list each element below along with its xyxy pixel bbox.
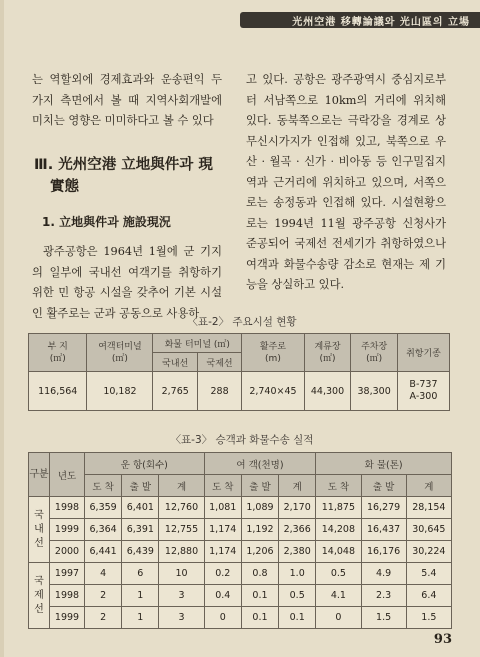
cell-flights-departure: 6,401 <box>122 497 159 519</box>
header-cargo-total: 계 <box>406 475 451 497</box>
group-label-text: 국내선 <box>34 509 44 549</box>
header-flights-total: 계 <box>159 475 204 497</box>
cell-flights-arrival: 4 <box>85 563 122 585</box>
cell-passengers-total: 2,366 <box>279 519 316 541</box>
header-cargo-arrival: 도 착 <box>316 475 361 497</box>
header-passengers-arrival: 도 착 <box>204 475 241 497</box>
table-row <box>29 563 452 585</box>
cell-flights-total: 12,760 <box>159 497 204 519</box>
cell-flights-departure: 6,439 <box>122 541 159 563</box>
cell-passengers-departure: 1,206 <box>241 541 278 563</box>
cell-year: 1998 <box>50 497 85 519</box>
cell-cargo-total: 6.4 <box>406 585 451 607</box>
cell-cargo-departure: 16,437 <box>361 519 406 541</box>
left-paragraph-1: 는 역할외에 경제효과와 운송편익 두 가지 측면에서 볼 때 지역사회개발에 미치는 영향은 미미하다고 볼 수 있다 <box>32 73 222 127</box>
running-header-text: 光州空港 移轉論議와 光山區의 立場 <box>292 17 470 28</box>
header-cargo-domestic: 국내선 <box>153 353 198 372</box>
header-runway <box>242 334 305 372</box>
header-cargo-intl: 국제선 <box>197 353 241 372</box>
cell-cargo-total: 30,224 <box>406 541 451 563</box>
header-category: 구분 <box>29 453 50 497</box>
header-year: 년도 <box>50 453 85 497</box>
cell-cargo-arrival: 11,875 <box>316 497 361 519</box>
page-number: 93 <box>433 632 452 647</box>
header-parking <box>351 334 398 372</box>
cell-year: 1997 <box>50 563 85 585</box>
facilities-table <box>28 333 450 411</box>
header-passengers-total: 계 <box>279 475 316 497</box>
cell-cargo-total: 1.5 <box>406 607 451 629</box>
cell-passengers-departure: 1,192 <box>241 519 278 541</box>
cell-flights-departure: 1 <box>122 585 159 607</box>
cell-passengers-departure: 1,089 <box>241 497 278 519</box>
header-runway-unit: (m) <box>265 353 281 364</box>
cell-cargo-arrival: 14,048 <box>316 541 361 563</box>
cell-cargo-arrival: 14,208 <box>316 519 361 541</box>
header-cargo: 화물 터미널 (㎡) <box>153 334 242 353</box>
running-header <box>240 12 480 28</box>
group-label <box>29 497 50 563</box>
header-terminal-unit: (㎡) <box>111 353 128 364</box>
header-flights-departure: 출 발 <box>122 475 159 497</box>
table-row <box>29 585 452 607</box>
header-flights: 운 항(회수) <box>85 453 205 475</box>
cell-cargo-intl: 288 <box>197 372 241 411</box>
cell-site: 116,564 <box>29 372 87 411</box>
header-site <box>29 334 87 372</box>
subsection-title: 1. 立地與件과 施設現況 <box>42 214 171 229</box>
header-terminal <box>87 334 153 372</box>
cell-flights-arrival: 6,441 <box>85 541 122 563</box>
cell-flights-departure: 1 <box>122 607 159 629</box>
cell-year: 1998 <box>50 585 85 607</box>
cell-flights-total: 3 <box>159 585 204 607</box>
cell-year: 1999 <box>50 607 85 629</box>
group-label-text: 국제선 <box>34 575 44 615</box>
cell-cargo-total: 28,154 <box>406 497 451 519</box>
cell-passengers-arrival: 0 <box>204 607 241 629</box>
cell-aircraft-1: B-737 <box>409 379 438 390</box>
header-runway-label: 활주로 <box>259 341 286 352</box>
cell-aircraft-2: A-300 <box>409 391 438 402</box>
cell-cargo-arrival: 4.1 <box>316 585 361 607</box>
table-3-caption: 〈표-3〉 승객과 화물수송 실적 <box>170 434 314 446</box>
cell-flights-arrival: 2 <box>85 585 122 607</box>
cell-flights-total: 12,880 <box>159 541 204 563</box>
cell-cargo-arrival: 0 <box>316 607 361 629</box>
header-passengers-departure: 출 발 <box>241 475 278 497</box>
header-terminal-label: 여객터미널 <box>98 341 142 352</box>
cell-flights-total: 10 <box>159 563 204 585</box>
right-column <box>246 70 446 296</box>
cell-passengers-departure: 0.8 <box>241 563 278 585</box>
cell-passengers-arrival: 1,081 <box>204 497 241 519</box>
section-title-line-2: 實態 <box>50 178 79 195</box>
header-apron <box>304 334 351 372</box>
right-paragraph: 고 있다. 공항은 광주광역시 중심지로부터 서남쪽으로 10km의 거리에 위치해 있다. 동북쪽으로는 극락강을 경계로 상무신시가지가 인접해 있고, 북쪽으로 우산 · 월곡 · 신가 · 비아동 등 인구밀집지역과 근거리에 위치하고 있으며, 서쪽으로는 송정동과 인접해 있다. 시설현황으로는 1994년 11월 광주공항 신청사가 준공되어 국제선 전세기가 취항하였으나 여객과 화물수송량 감소로 현재는 제 기능을 상실하고 있다. <box>246 73 446 291</box>
cell-terminal: 10,182 <box>87 372 153 411</box>
cell-passengers-arrival: 1,174 <box>204 541 241 563</box>
cell-cargo-total: 5.4 <box>406 563 451 585</box>
group-label <box>29 563 50 629</box>
cell-flights-arrival: 2 <box>85 607 122 629</box>
cell-parking: 38,300 <box>351 372 398 411</box>
table-row <box>29 607 452 629</box>
transport-table-body <box>29 497 452 629</box>
section-title <box>34 154 222 198</box>
cell-passengers-total: 2,380 <box>279 541 316 563</box>
cell-cargo-total: 30,645 <box>406 519 451 541</box>
cell-cargo-departure: 16,176 <box>361 541 406 563</box>
cell-passengers-arrival: 0.2 <box>204 563 241 585</box>
left-paragraph-2: 광주공항은 1964년 1월에 군 기지의 일부에 국내선 여객기를 취항하기 위한 민 항공 시설을 갖추어 기본 시설인 활주로는 군과 공동으로 사용하 <box>32 245 222 320</box>
cell-cargo-domestic: 2,765 <box>153 372 198 411</box>
cell-year: 2000 <box>50 541 85 563</box>
cell-cargo-arrival: 0.5 <box>316 563 361 585</box>
table-row <box>29 497 452 519</box>
cell-passengers-arrival: 1,174 <box>204 519 241 541</box>
cell-flights-departure: 6 <box>122 563 159 585</box>
header-apron-unit: (㎡) <box>319 353 336 364</box>
header-parking-label: 주차장 <box>361 341 388 352</box>
header-site-unit: (㎡) <box>49 353 66 364</box>
cell-aircraft <box>397 372 449 411</box>
cell-cargo-departure: 2.3 <box>361 585 406 607</box>
document-page <box>4 0 480 657</box>
cell-flights-arrival: 6,364 <box>85 519 122 541</box>
cell-passengers-total: 0.5 <box>279 585 316 607</box>
header-site-label: 부 지 <box>47 341 68 352</box>
cell-passengers-arrival: 0.4 <box>204 585 241 607</box>
header-apron-label: 계류장 <box>314 341 341 352</box>
table-2-caption: 〈표-2〉 주요시설 현황 <box>187 316 297 328</box>
header-aircraft: 취항기종 <box>397 334 449 372</box>
cell-passengers-total: 2,170 <box>279 497 316 519</box>
section-title-line-1: Ⅲ. 光州空港 立地與件과 現 <box>34 156 213 173</box>
header-passengers: 여 객(천명) <box>204 453 316 475</box>
cell-flights-departure: 6,391 <box>122 519 159 541</box>
cell-flights-total: 12,755 <box>159 519 204 541</box>
header-cargo-departure: 출 발 <box>361 475 406 497</box>
cell-flights-total: 3 <box>159 607 204 629</box>
cell-passengers-total: 0.1 <box>279 607 316 629</box>
header-parking-unit: (㎡) <box>366 353 383 364</box>
left-column <box>32 70 222 324</box>
cell-year: 1999 <box>50 519 85 541</box>
cell-passengers-total: 1.0 <box>279 563 316 585</box>
table-row <box>29 541 452 563</box>
table-row <box>29 519 452 541</box>
cell-flights-arrival: 6,359 <box>85 497 122 519</box>
table-row <box>29 372 450 411</box>
header-cargo: 화 물(톤) <box>316 453 452 475</box>
cell-apron: 44,300 <box>304 372 351 411</box>
header-flights-arrival: 도 착 <box>85 475 122 497</box>
cell-cargo-departure: 4.9 <box>361 563 406 585</box>
cell-runway: 2,740×45 <box>242 372 305 411</box>
cell-cargo-departure: 16,279 <box>361 497 406 519</box>
transport-performance-table <box>28 452 452 629</box>
cell-cargo-departure: 1.5 <box>361 607 406 629</box>
cell-passengers-departure: 0.1 <box>241 585 278 607</box>
cell-passengers-departure: 0.1 <box>241 607 278 629</box>
